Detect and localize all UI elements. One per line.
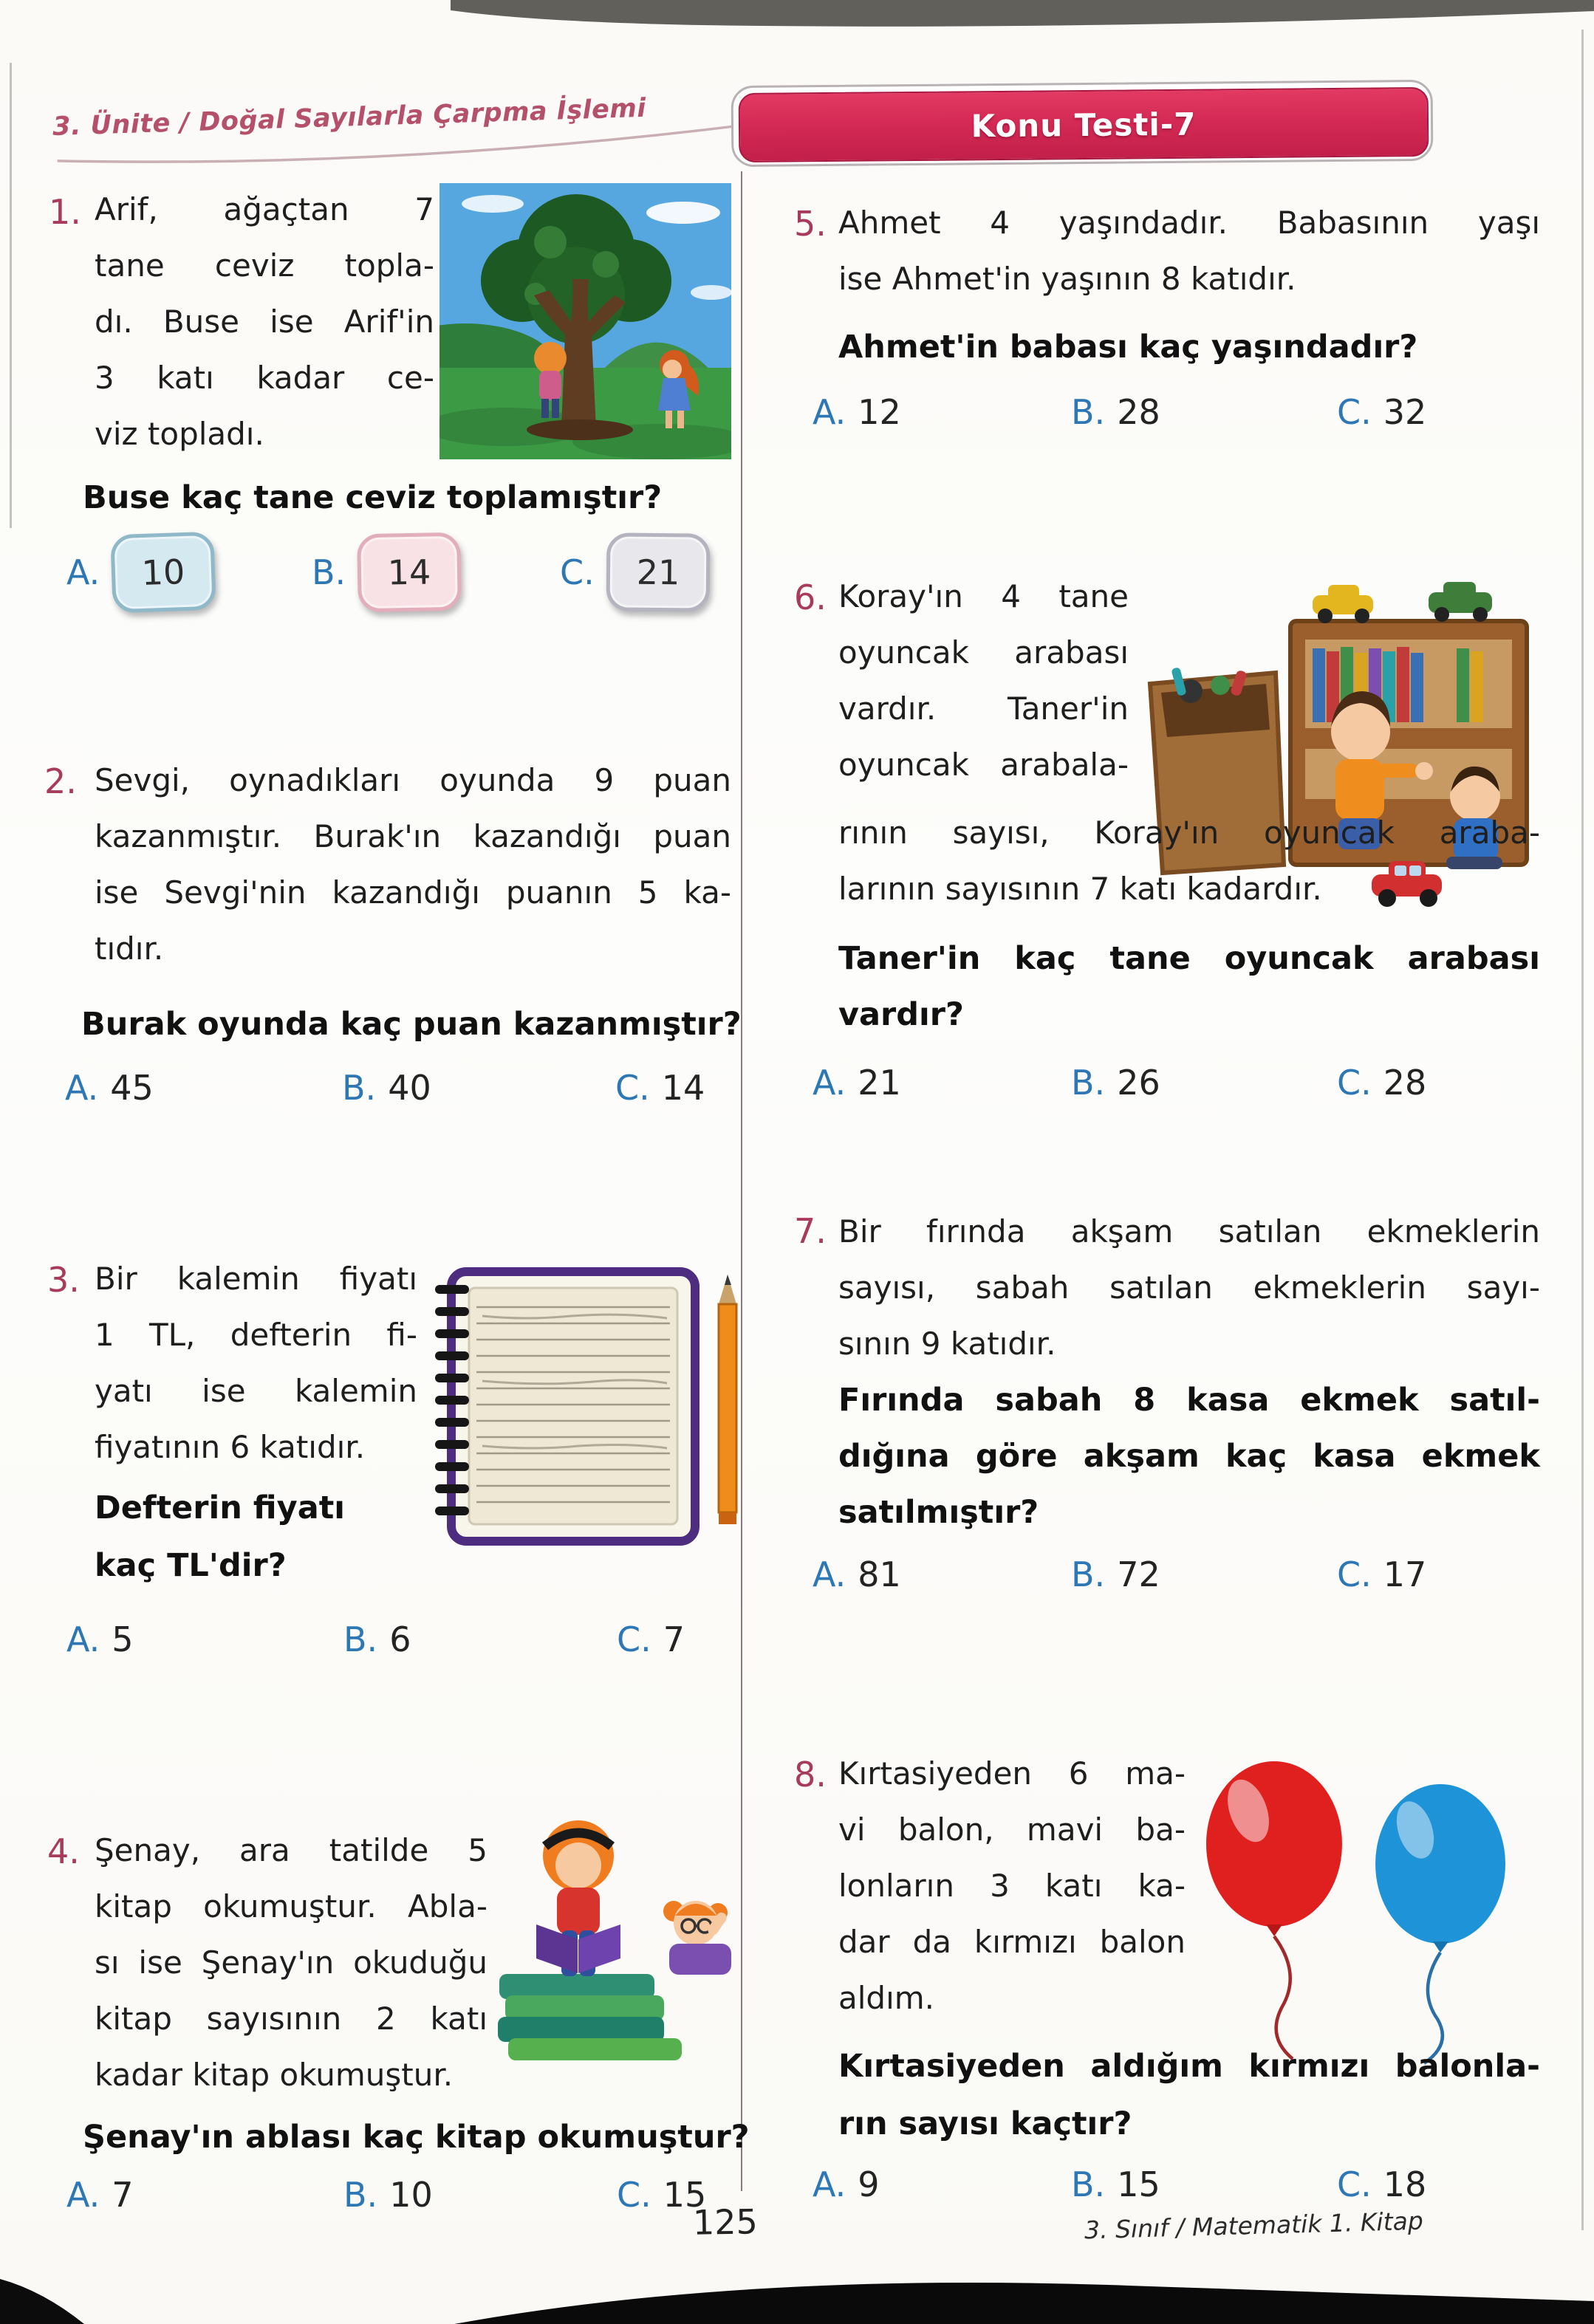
option-b	[343, 1603, 411, 1676]
test-badge-label: Konu Testi-7	[971, 106, 1197, 144]
option-c	[1337, 1046, 1426, 1120]
test-badge	[731, 80, 1434, 167]
question-7-options	[813, 1538, 1544, 1619]
question-6-options	[813, 1046, 1544, 1127]
option-b	[1071, 1046, 1160, 1120]
option-letter: C.	[1337, 2164, 1372, 2204]
option-value-box: 21	[606, 532, 710, 611]
option-c	[560, 533, 710, 611]
question-text-line: sı ise Şenay'ın okuduğu	[95, 1944, 488, 1981]
question-2-options	[65, 1051, 741, 1132]
page-right-edge	[1581, 30, 1584, 2230]
question-text-line: 3 katı kadar ce-	[95, 360, 434, 396]
question-text-line: tıdır.	[95, 930, 164, 967]
option-value: 15	[663, 2175, 707, 2215]
option-value: 28	[1383, 1063, 1427, 1103]
option-value: 7	[663, 1619, 685, 1659]
question-3	[44, 1250, 742, 1678]
option-letter: A.	[813, 1555, 846, 1594]
option-letter: A.	[66, 1619, 100, 1659]
option-value: 40	[388, 1068, 431, 1108]
question-text-line: lonların 3 katı ka-	[838, 1868, 1186, 1904]
question-text-line: Bir kalemin fiyatı	[95, 1261, 417, 1297]
question-6-ask-line: Taner'in kaç tane oyuncak arabası	[838, 940, 1540, 977]
question-text-line: Şenay, ara tatilde 5	[95, 1832, 488, 1868]
option-letter: A.	[66, 2175, 100, 2215]
question-2-number: 2.	[44, 761, 77, 801]
option-b	[1071, 1538, 1160, 1611]
question-6	[787, 567, 1551, 1106]
question-text-line: ise Sevgi'nin kazandığı puanın 5 ka-	[95, 874, 731, 911]
question-text-line: oyuncak arabala-	[838, 747, 1129, 783]
question-text-line: sayısı, sabah satılan ekmeklerin sayı-	[838, 1269, 1540, 1306]
question-text-line: yatı ise kalemin	[95, 1373, 417, 1409]
question-1-number: 1.	[49, 192, 81, 232]
option-letter: C.	[615, 1068, 650, 1108]
option-value: 32	[1383, 392, 1427, 432]
question-text-line: oyuncak arabası	[838, 634, 1129, 671]
question-8-ask-line: rın sayısı kaçtır?	[838, 2105, 1132, 2142]
option-c	[617, 1603, 685, 1676]
option-letter: C.	[617, 1619, 651, 1659]
question-5-options	[813, 375, 1544, 456]
question-8	[787, 1744, 1551, 2217]
question-7-ask-line: Fırında sabah 8 kasa ekmek satıl-	[838, 1382, 1540, 1419]
option-letter: B.	[312, 552, 346, 592]
question-8-ask-line: Kırtasiyeden aldığım kırmızı balonla-	[838, 2048, 1540, 2085]
notebook-pencil-illustration	[431, 1264, 741, 1549]
option-letter: C.	[560, 552, 595, 592]
option-letter: B.	[343, 1619, 378, 1659]
question-6-ask-line: vardır?	[838, 996, 964, 1033]
option-value: 17	[1383, 1555, 1427, 1594]
option-a	[66, 533, 215, 611]
option-a	[66, 2158, 134, 2232]
option-value: 45	[110, 1068, 154, 1108]
question-text-line: dar da kırmızı balon	[838, 1924, 1186, 1960]
question-3-options	[66, 1603, 742, 1684]
option-letter: B.	[342, 1068, 377, 1108]
question-6-number: 6.	[794, 577, 827, 617]
question-1	[44, 177, 742, 665]
question-text-line: fiyatının 6 katıdır.	[95, 1429, 366, 1465]
question-text-line: 1 TL, defterin fi-	[95, 1317, 417, 1353]
question-4-number: 4.	[47, 1831, 80, 1871]
question-5-number: 5.	[794, 204, 827, 244]
option-a	[813, 375, 901, 449]
walnut-tree-illustration	[439, 183, 731, 459]
option-value-box: 10	[110, 532, 216, 614]
option-c	[615, 1051, 705, 1125]
option-a	[813, 2148, 880, 2221]
unit-header-title: 3. Ünite / Doğal Sayılarla Çarpma İşlemi	[52, 93, 647, 143]
option-letter: B.	[1071, 2164, 1106, 2204]
question-text-line: kazanmıştır. Burak'ın kazandığı puan	[95, 818, 731, 854]
question-text-line: aldım.	[838, 1980, 934, 2016]
option-letter: C.	[617, 2175, 651, 2215]
option-value: 15	[1117, 2164, 1160, 2204]
question-text-line: Kırtasiyeden 6 ma-	[838, 1755, 1186, 1792]
option-a	[813, 1538, 901, 1611]
question-1-options	[66, 533, 742, 614]
question-text-line: Ahmet 4 yaşındadır. Babasının yaşı	[838, 205, 1540, 241]
question-3-number: 3.	[47, 1260, 80, 1300]
option-value: 12	[858, 392, 901, 432]
question-3-ask-line: kaç TL'dir?	[95, 1547, 287, 1584]
question-text-line: Arif, ağaçtan 7	[95, 191, 434, 227]
option-b	[312, 533, 461, 611]
question-text-line: vi balon, mavi ba-	[838, 1811, 1186, 1848]
option-value: 7	[112, 2175, 134, 2215]
option-value: 21	[858, 1063, 901, 1103]
question-text-line: tane ceviz topla-	[95, 247, 434, 284]
option-value: 18	[1383, 2164, 1427, 2204]
question-text-line: kadar kitap okumuştur.	[95, 2057, 454, 2093]
option-c	[1337, 1538, 1426, 1611]
balloons-illustration	[1189, 1752, 1536, 2069]
question-text-line: dı. Buse ise Arif'in	[95, 304, 434, 340]
option-value: 28	[1117, 392, 1160, 432]
option-value: 72	[1117, 1555, 1160, 1594]
option-b	[1071, 2148, 1160, 2221]
option-letter: A.	[813, 2164, 846, 2204]
option-letter: B.	[1071, 392, 1106, 432]
option-value: 9	[858, 2164, 880, 2204]
question-3-ask-line: Defterin fiyatı	[95, 1490, 346, 1526]
question-8-number: 8.	[794, 1755, 827, 1795]
option-letter: B.	[1071, 1555, 1106, 1594]
option-letter: B.	[343, 2175, 378, 2215]
option-letter: A.	[813, 1063, 846, 1103]
question-5	[787, 193, 1551, 445]
page-number: 125	[692, 2201, 759, 2243]
option-value: 81	[858, 1555, 901, 1594]
option-letter: A.	[813, 392, 846, 432]
question-7	[787, 1204, 1551, 1632]
question-7-ask-line: dığına göre akşam kaç kasa ekmek	[838, 1438, 1540, 1475]
option-b	[342, 1051, 431, 1125]
question-text-line: larının sayısının 7 katı kadardır.	[838, 871, 1322, 907]
question-text-line: vardır. Taner'in	[838, 690, 1129, 727]
option-value: 10	[389, 2175, 433, 2215]
question-5-ask: Ahmet'in babası kaç yaşındadır?	[838, 329, 1418, 366]
option-value-box: 14	[357, 532, 462, 612]
book-footer: 3. Sınıf / Matematik 1. Kitap	[1084, 2206, 1424, 2245]
question-text-line: Koray'ın 4 tane	[838, 578, 1129, 614]
question-text-line: Sevgi, oynadıkları oyunda 9 puan	[95, 762, 731, 798]
page-left-edge	[10, 63, 12, 528]
question-7-number: 7.	[794, 1211, 827, 1251]
option-b	[1071, 375, 1160, 449]
unit-header	[52, 90, 763, 179]
option-letter: B.	[1071, 1063, 1106, 1103]
option-letter: C.	[1337, 1063, 1372, 1103]
question-text-line: rının sayısı, Koray'ın oyuncak araba-	[838, 815, 1540, 851]
question-2-ask: Burak oyunda kaç puan kazanmıştır?	[81, 1006, 742, 1043]
question-7-ask-line: satılmıştır?	[838, 1494, 1039, 1531]
reading-girls-illustration	[493, 1800, 737, 2066]
option-letter: A.	[66, 552, 100, 592]
question-4-ask: Şenay'ın ablası kaç kitap okumuştur?	[83, 2119, 750, 2156]
question-text-line: Bir fırında akşam satılan ekmeklerin	[838, 1213, 1540, 1250]
option-a	[65, 1051, 154, 1125]
option-value: 5	[112, 1619, 134, 1659]
question-2	[44, 750, 742, 1119]
option-value: 14	[661, 1068, 705, 1108]
option-b	[343, 2158, 433, 2232]
question-text-line: viz topladı.	[95, 416, 264, 452]
question-text-line: kitap okumuştur. Abla-	[95, 1888, 488, 1924]
question-4-options	[66, 2158, 742, 2239]
question-text-line: ise Ahmet'in yaşının 8 katıdır.	[838, 261, 1296, 297]
question-text-line: kitap sayısının 2 katı	[95, 2001, 488, 2037]
option-value: 6	[389, 1619, 411, 1659]
option-c	[1337, 375, 1426, 449]
question-text-line: sının 9 katıdır.	[838, 1326, 1056, 1362]
question-1-ask: Buse kaç tane ceviz toplamıştır?	[83, 479, 663, 516]
option-letter: A.	[65, 1068, 99, 1108]
option-letter: C.	[1337, 1555, 1372, 1594]
option-value: 26	[1117, 1063, 1160, 1103]
option-a	[66, 1603, 134, 1676]
option-a	[813, 1046, 901, 1120]
option-letter: C.	[1337, 392, 1372, 432]
